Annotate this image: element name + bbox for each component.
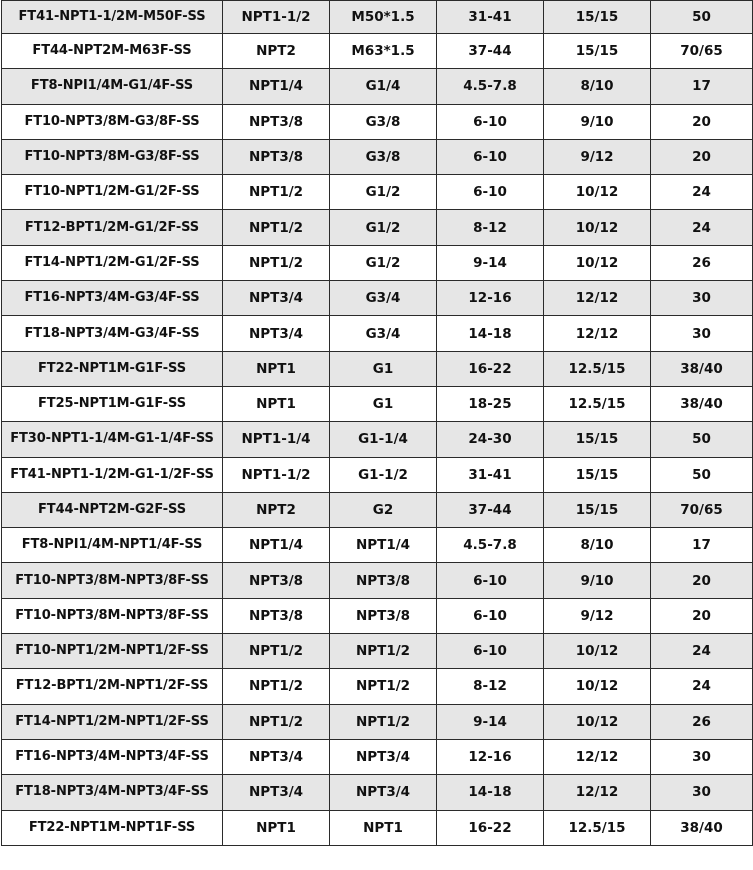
table-row [2, 669, 753, 704]
wrench-cell: 20 [651, 563, 753, 598]
female-thread-cell: G1/4 [330, 69, 437, 104]
wrench-cell: 50 [651, 422, 753, 457]
size-cell: 15/15 [544, 34, 651, 69]
size-cell: 9/10 [544, 104, 651, 139]
table-row [2, 386, 753, 421]
size-cell: 9/12 [544, 139, 651, 174]
wrench-cell: 20 [651, 598, 753, 633]
female-thread-cell: G1-1/4 [330, 422, 437, 457]
size-cell: 12.5/15 [544, 386, 651, 421]
table-row [2, 634, 753, 669]
size-cell: 12/12 [544, 316, 651, 351]
model-cell: FT10-NPT3/8M-G3/8F-SS [2, 104, 223, 139]
size-cell: 12/12 [544, 775, 651, 810]
table-row [2, 210, 753, 245]
female-thread-cell: G2 [330, 492, 437, 527]
range-cell: 12-16 [437, 281, 544, 316]
model-cell: FT16-NPT3/4M-NPT3/4F-SS [2, 739, 223, 774]
female-thread-cell: NPT1/2 [330, 669, 437, 704]
male-thread-cell: NPT1/2 [223, 669, 330, 704]
wrench-cell: 26 [651, 704, 753, 739]
range-cell: 37-44 [437, 34, 544, 69]
size-cell: 10/12 [544, 704, 651, 739]
model-cell: FT10-NPT3/8M-G3/8F-SS [2, 139, 223, 174]
model-cell: FT44-NPT2M-M63F-SS [2, 34, 223, 69]
range-cell: 4.5-7.8 [437, 528, 544, 563]
model-cell: FT10-NPT1/2M-NPT1/2F-SS [2, 634, 223, 669]
wrench-cell: 24 [651, 634, 753, 669]
male-thread-cell: NPT2 [223, 492, 330, 527]
model-cell: FT41-NPT1-1/2M-G1-1/2F-SS [2, 457, 223, 492]
range-cell: 16-22 [437, 351, 544, 386]
range-cell: 24-30 [437, 422, 544, 457]
range-cell: 6-10 [437, 139, 544, 174]
table-row [2, 69, 753, 104]
range-cell: 14-18 [437, 775, 544, 810]
table-row [2, 492, 753, 527]
size-cell: 9/10 [544, 563, 651, 598]
wrench-cell: 26 [651, 245, 753, 280]
wrench-cell: 38/40 [651, 386, 753, 421]
size-cell: 12/12 [544, 739, 651, 774]
size-cell: 10/12 [544, 634, 651, 669]
range-cell: 6-10 [437, 104, 544, 139]
female-thread-cell: G1 [330, 386, 437, 421]
size-cell: 15/15 [544, 492, 651, 527]
female-thread-cell: NPT3/4 [330, 775, 437, 810]
female-thread-cell: G3/8 [330, 139, 437, 174]
table-body [2, 1, 753, 846]
fitting-spec-table [1, 0, 753, 846]
wrench-cell: 20 [651, 104, 753, 139]
range-cell: 8-12 [437, 210, 544, 245]
wrench-cell: 50 [651, 1, 753, 34]
male-thread-cell: NPT1 [223, 386, 330, 421]
female-thread-cell: G1/2 [330, 245, 437, 280]
table-row [2, 316, 753, 351]
table-row [2, 739, 753, 774]
table-row [2, 775, 753, 810]
model-cell: FT44-NPT2M-G2F-SS [2, 492, 223, 527]
table-row [2, 810, 753, 845]
wrench-cell: 70/65 [651, 34, 753, 69]
female-thread-cell: NPT1 [330, 810, 437, 845]
female-thread-cell: G1/2 [330, 175, 437, 210]
wrench-cell: 20 [651, 139, 753, 174]
size-cell: 10/12 [544, 175, 651, 210]
table-row [2, 598, 753, 633]
model-cell: FT18-NPT3/4M-NPT3/4F-SS [2, 775, 223, 810]
female-thread-cell: NPT1/2 [330, 704, 437, 739]
male-thread-cell: NPT1 [223, 810, 330, 845]
model-cell: FT10-NPT3/8M-NPT3/8F-SS [2, 563, 223, 598]
male-thread-cell: NPT3/8 [223, 139, 330, 174]
table-row [2, 34, 753, 69]
model-cell: FT8-NPI1/4M-G1/4F-SS [2, 69, 223, 104]
range-cell: 18-25 [437, 386, 544, 421]
range-cell: 37-44 [437, 492, 544, 527]
female-thread-cell: NPT3/8 [330, 598, 437, 633]
range-cell: 9-14 [437, 245, 544, 280]
male-thread-cell: NPT1/2 [223, 175, 330, 210]
wrench-cell: 38/40 [651, 810, 753, 845]
male-thread-cell: NPT3/4 [223, 775, 330, 810]
wrench-cell: 70/65 [651, 492, 753, 527]
table-row [2, 139, 753, 174]
size-cell: 10/12 [544, 245, 651, 280]
size-cell: 15/15 [544, 457, 651, 492]
range-cell: 8-12 [437, 669, 544, 704]
male-thread-cell: NPT1-1/4 [223, 422, 330, 457]
male-thread-cell: NPT1-1/2 [223, 457, 330, 492]
table-row [2, 422, 753, 457]
male-thread-cell: NPT3/8 [223, 598, 330, 633]
wrench-cell: 30 [651, 281, 753, 316]
male-thread-cell: NPT1/2 [223, 210, 330, 245]
wrench-cell: 38/40 [651, 351, 753, 386]
size-cell: 10/12 [544, 669, 651, 704]
table-row [2, 351, 753, 386]
range-cell: 6-10 [437, 175, 544, 210]
male-thread-cell: NPT1/4 [223, 528, 330, 563]
female-thread-cell: NPT3/8 [330, 563, 437, 598]
model-cell: FT25-NPT1M-G1F-SS [2, 386, 223, 421]
size-cell: 12.5/15 [544, 810, 651, 845]
female-thread-cell: NPT3/4 [330, 739, 437, 774]
table-row [2, 175, 753, 210]
model-cell: FT30-NPT1-1/4M-G1-1/4F-SS [2, 422, 223, 457]
male-thread-cell: NPT3/8 [223, 563, 330, 598]
male-thread-cell: NPT1/4 [223, 69, 330, 104]
model-cell: FT10-NPT3/8M-NPT3/8F-SS [2, 598, 223, 633]
model-cell: FT12-BPT1/2M-NPT1/2F-SS [2, 669, 223, 704]
female-thread-cell: NPT1/4 [330, 528, 437, 563]
wrench-cell: 30 [651, 775, 753, 810]
male-thread-cell: NPT1/2 [223, 245, 330, 280]
male-thread-cell: NPT1 [223, 351, 330, 386]
size-cell: 10/12 [544, 210, 651, 245]
table-row [2, 528, 753, 563]
female-thread-cell: M50*1.5 [330, 1, 437, 34]
size-cell: 15/15 [544, 422, 651, 457]
female-thread-cell: G1 [330, 351, 437, 386]
female-thread-cell: NPT1/2 [330, 634, 437, 669]
range-cell: 31-41 [437, 1, 544, 34]
range-cell: 16-22 [437, 810, 544, 845]
model-cell: FT12-BPT1/2M-G1/2F-SS [2, 210, 223, 245]
table-row [2, 245, 753, 280]
table-row [2, 704, 753, 739]
male-thread-cell: NPT1/2 [223, 704, 330, 739]
size-cell: 12/12 [544, 281, 651, 316]
range-cell: 6-10 [437, 634, 544, 669]
male-thread-cell: NPT3/4 [223, 281, 330, 316]
model-cell: FT14-NPT1/2M-NPT1/2F-SS [2, 704, 223, 739]
size-cell: 8/10 [544, 69, 651, 104]
male-thread-cell: NPT1/2 [223, 634, 330, 669]
range-cell: 31-41 [437, 457, 544, 492]
model-cell: FT22-NPT1M-G1F-SS [2, 351, 223, 386]
male-thread-cell: NPT3/8 [223, 104, 330, 139]
wrench-cell: 17 [651, 69, 753, 104]
model-cell: FT16-NPT3/4M-G3/4F-SS [2, 281, 223, 316]
table-row [2, 457, 753, 492]
wrench-cell: 24 [651, 210, 753, 245]
male-thread-cell: NPT2 [223, 34, 330, 69]
table-row [2, 104, 753, 139]
female-thread-cell: G3/4 [330, 281, 437, 316]
wrench-cell: 30 [651, 739, 753, 774]
range-cell: 9-14 [437, 704, 544, 739]
wrench-cell: 30 [651, 316, 753, 351]
model-cell: FT22-NPT1M-NPT1F-SS [2, 810, 223, 845]
table-row [2, 563, 753, 598]
size-cell: 8/10 [544, 528, 651, 563]
wrench-cell: 24 [651, 175, 753, 210]
range-cell: 14-18 [437, 316, 544, 351]
model-cell: FT8-NPI1/4M-NPT1/4F-SS [2, 528, 223, 563]
female-thread-cell: M63*1.5 [330, 34, 437, 69]
model-cell: FT41-NPT1-1/2M-M50F-SS [2, 1, 223, 34]
table-row [2, 281, 753, 316]
range-cell: 6-10 [437, 563, 544, 598]
male-thread-cell: NPT1-1/2 [223, 1, 330, 34]
size-cell: 12.5/15 [544, 351, 651, 386]
wrench-cell: 17 [651, 528, 753, 563]
wrench-cell: 50 [651, 457, 753, 492]
female-thread-cell: G3/4 [330, 316, 437, 351]
male-thread-cell: NPT3/4 [223, 739, 330, 774]
wrench-cell: 24 [651, 669, 753, 704]
female-thread-cell: G1-1/2 [330, 457, 437, 492]
male-thread-cell: NPT3/4 [223, 316, 330, 351]
size-cell: 9/12 [544, 598, 651, 633]
model-cell: FT14-NPT1/2M-G1/2F-SS [2, 245, 223, 280]
range-cell: 4.5-7.8 [437, 69, 544, 104]
model-cell: FT18-NPT3/4M-G3/4F-SS [2, 316, 223, 351]
model-cell: FT10-NPT1/2M-G1/2F-SS [2, 175, 223, 210]
female-thread-cell: G3/8 [330, 104, 437, 139]
range-cell: 12-16 [437, 739, 544, 774]
range-cell: 6-10 [437, 598, 544, 633]
female-thread-cell: G1/2 [330, 210, 437, 245]
size-cell: 15/15 [544, 1, 651, 34]
table-row [2, 1, 753, 34]
